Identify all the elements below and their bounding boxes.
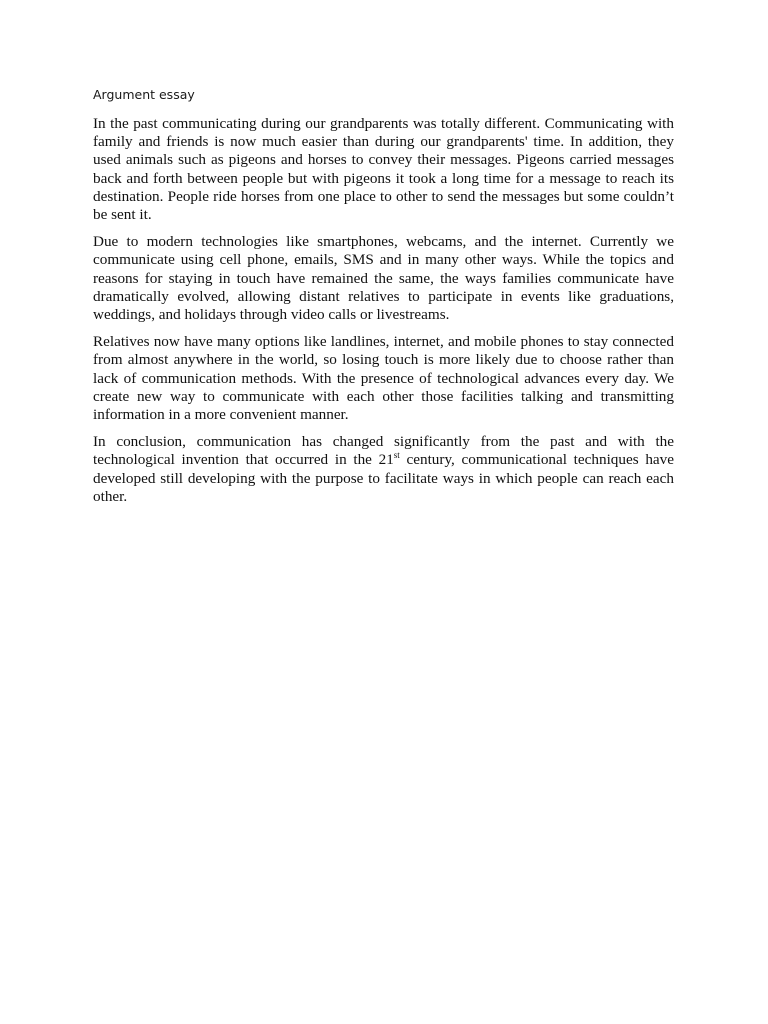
paragraph-2: Due to modern technologies like smartphones, webcams, and the internet. Currently we communicate using cell phone, emails, SMS and in many other ways. While the topics and reasons for staying in touch have remained the same, the ways families communicate have dramatically evolved, allowing distant relatives to participate in events like graduations, weddings, and holidays through video calls or livestreams. (93, 233, 674, 324)
paragraph-1: In the past communicating during our grandparents was totally different. Communicating with family and friends is now much easier than during our grandparents' time. In addition, they used animals such as pigeons and horses to convey their messages. Pigeons carried messages back and forth between people but with pigeons it took a long time for a message to reach its destination. People ride horses from one place to other to send the messages but some couldn’t be sent it. (93, 115, 674, 224)
document-heading: Argument essay (93, 87, 195, 102)
ordinal-superscript: st (393, 450, 400, 461)
paragraph-4 (93, 433, 674, 506)
paragraph-4-text-start: In conclusion, communication has changed significantly from the past and with the technological invention that occurred in the 21 (93, 433, 674, 469)
paragraph-3: Relatives now have many options like landlines, internet, and mobile phones to stay connected from almost anywhere in the world, so losing touch is more likely due to choose rather than lack of communication methods. With the presence of technological advances every day. We create new way to communicate with each other those facilities talking and transmitting information in a more convenient manner. (93, 333, 674, 424)
document-body (93, 86, 674, 515)
paragraph-4-text-end: century, communicational techniques have developed still developing with the purpose to facilitate ways in which people can reach each other. (93, 451, 674, 505)
